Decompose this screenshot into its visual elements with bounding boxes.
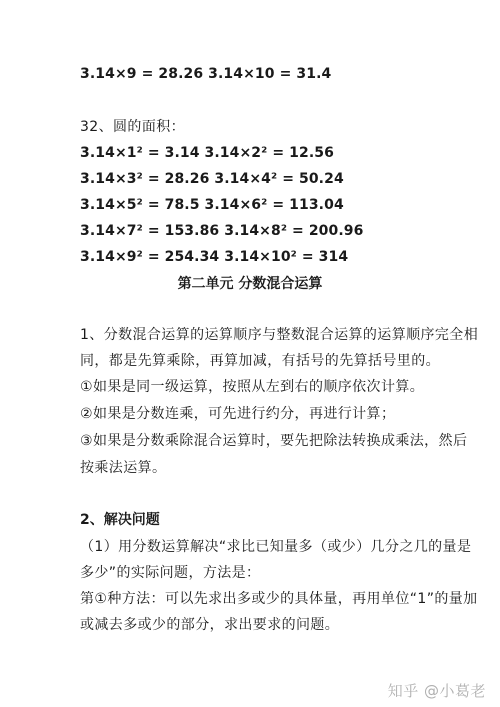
formula-line: 3.14×3² = 28.26 3.14×4² = 50.24 [80,171,344,187]
paragraph-line: 第①种方法：可以先求出多或少的具体量，再用单位“1”的量加 [80,591,478,607]
formula-line: 3.14×5² = 78.5 3.14×6² = 113.04 [80,197,344,213]
paragraph-line: ②如果是分数连乘，可先进行约分，再进行计算； [80,406,396,422]
formula-line: 3.14×7² = 153.86 3.14×8² = 200.96 [80,223,364,239]
paragraph-line: 或减去多或少的部分，求出要求的问题。 [80,617,340,633]
section-32-title: 32、圆的面积： [80,119,186,135]
paragraph-line: 同，都是先算乘除，再算加减，有括号的先算括号里的。 [80,353,440,369]
formula-line: 3.14×9² = 254.34 3.14×10² = 314 [80,249,349,265]
unit-heading: 第二单元 分数混合运算 [177,276,323,292]
section-heading: 2、解决问题 [80,512,160,528]
formula-line: 3.14×9 = 28.26 3.14×10 = 31.4 [80,66,332,82]
paragraph-line: ③如果是分数乘除混合运算时，要先把除法转换成乘法，然后 [80,433,468,449]
watermark-text: 知乎 @小葛老 [387,682,486,700]
paragraph-line: 1、分数混合运算的运算顺序与整数混合运算的运算顺序完全相 [80,327,479,343]
formula-line: 3.14×1² = 3.14 3.14×2² = 12.56 [80,145,334,161]
paragraph-line: （1）用分数运算解决“求比已知量多（或少）几分之几的量是 [80,539,472,555]
paragraph-line: ①如果是同一级运算，按照从左到右的顺序依次计算。 [80,379,425,395]
paragraph-line: 按乘法运算。 [80,460,167,476]
paragraph-line: 多少”的实际问题，方法是： [80,565,261,581]
